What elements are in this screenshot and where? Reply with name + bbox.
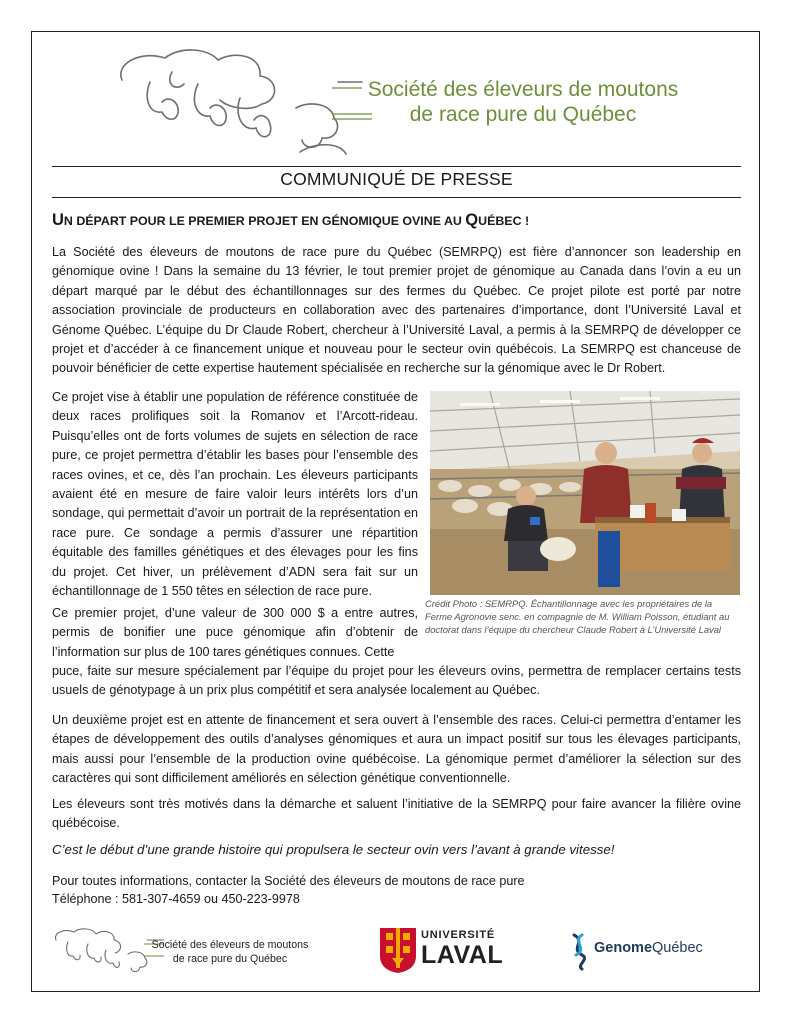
footer-organization-name: [145, 938, 315, 966]
headline-part1: N DÉPART POUR LE PREMIER PROJET EN GÉNOMIQUE OVINE AU: [63, 214, 466, 228]
dna-helix-icon: [574, 935, 585, 969]
contact-line: Pour toutes informations, contacter la Société des éleveurs de moutons de race pure: [52, 874, 525, 888]
org-name-line1: Société des éleveurs de moutons: [367, 78, 679, 101]
closing-quote: C’est le début d’une grande histoire qui propulsera le secteur ovin vers l’avant à grande vitesse!: [52, 842, 615, 857]
sampling-photo: [430, 391, 740, 595]
genome-word: Genome: [594, 940, 653, 956]
laval-name: LAVAL: [421, 941, 504, 969]
contact-info: [52, 872, 741, 908]
headline-part2: UÉBEC !: [478, 214, 530, 228]
paragraph-second-project: Un deuxième projet est en attente de financement et sera ouvert à l’ensemble des races. Celui-ci permettra d’entamer les étapes de développement des outils d’analyses génomiques et aura un impact positif sur tous les élevages participants, mais aussi pour l’ensemble de la production ovine québécoise. La génomique permet d’améliorer la sélection sur des caractères qui sont difficilement améliorés en sélection génétique conventionnelle.: [52, 713, 741, 786]
paragraph-breeders: Les éleveurs sont très motivés dans la démarche et saluent l’initiative de la SEMRPQ pour faire avancer la filière ovine québécoise.: [52, 797, 741, 831]
paragraph-project-value-continued: puce, faite sur mesure spécialement par l’équipe du projet pour les éleveurs ovins, permettra de remplacer certains tests usuels de génotypage à un prix plus compétitif et sera analysée localement au Québec.: [52, 664, 741, 698]
paragraph-project-goal: Ce projet vise à établir une population de référence constituée de deux races prolifiques soit la Romanov et l’Arcott-rideau. Puisqu’elles ont de forts volumes de sujets en sélection de race pure, ce projet permettra d’établir les bases pour l’ensemble des races ovines, et ce, dès l’an prochain. Les éleveurs participants avaient été en mesure de faire valoir leurs intérêts lors d’un sondage, qui permettait d’avoir un portrait de la représentation en race pure. Ce sondage a permis d’assurer une répartition équitable des familles génétiques et des élevages pour les fins du projet. Cet hiver, un prélèvement d’ADN sera fait sur un échantillonnage de 1 550 têtes en sélection de race pure.: [52, 390, 418, 599]
bottom-divider: [52, 197, 741, 198]
laval-university-word: UNIVERSITÉ: [421, 929, 496, 941]
headline: [52, 211, 741, 230]
quebec-word: Québec: [652, 940, 703, 956]
headline-initial-u: U: [52, 211, 64, 229]
org-name-line2: de race pure du Québec: [409, 103, 637, 126]
phone-line: Téléphone : 581-307-4659 ou 450-223-9978: [52, 892, 300, 906]
organization-name: [343, 77, 703, 127]
header: [80, 42, 740, 157]
footer-org-line2: de race pure du Québec: [172, 953, 288, 965]
footer-org-line1: Société des éleveurs de moutons: [151, 939, 309, 951]
release-type-title: COMMUNIQUÉ DE PRESSE: [280, 169, 513, 189]
barn-photo-illustration: [430, 391, 740, 595]
paragraph-intro: La Société des éleveurs de moutons de race pure du Québec (SEMRPQ) est fière d’annoncer son leadership en génomique ovine ! Dans la semaine du 13 février, le tout premier projet de génomique au Canada dans l’ovin a eu un départ marqué par le début des échantillonnages sur des fermes du Québec. Ce projet pilote est porté par notre association provinciale de producteurs en collaboration avec des partenaires d’importance, dont l’Université Laval et Génome Québec. L’équipe du Dr Claude Robert, chercheur à l’Université Laval, a permis à la SEMRPQ de développer ce projet et d’accéder à ce financement unique et nouveau pour le secteur ovin québécois. La SEMRPQ est chanceuse de pouvoir bénéficier de cette expertise hautement spécialisée en recherche sur la génomique avec le Dr Robert.: [52, 245, 741, 376]
top-divider: [52, 166, 741, 167]
paragraph-project-value: Ce premier projet, d’une valeur de 300 000 $ a entre autres, permis de bonifier une puce génomique afin d’obtenir de l’information sur plus de 100 tares génétiques connues. Cette: [52, 606, 418, 659]
genome-quebec-wordmark: [594, 940, 703, 956]
photo-caption: Crédit Photo : SEMRPQ. Échantillonnage avec les propriétaires de la Ferme Agronovie senc. en compagnie de M. William Poisson, étudiant au doctorat dans l’équipe du chercheur Claude Robert à L’Université Laval: [425, 598, 730, 635]
headline-initial-q: Q: [465, 211, 479, 229]
